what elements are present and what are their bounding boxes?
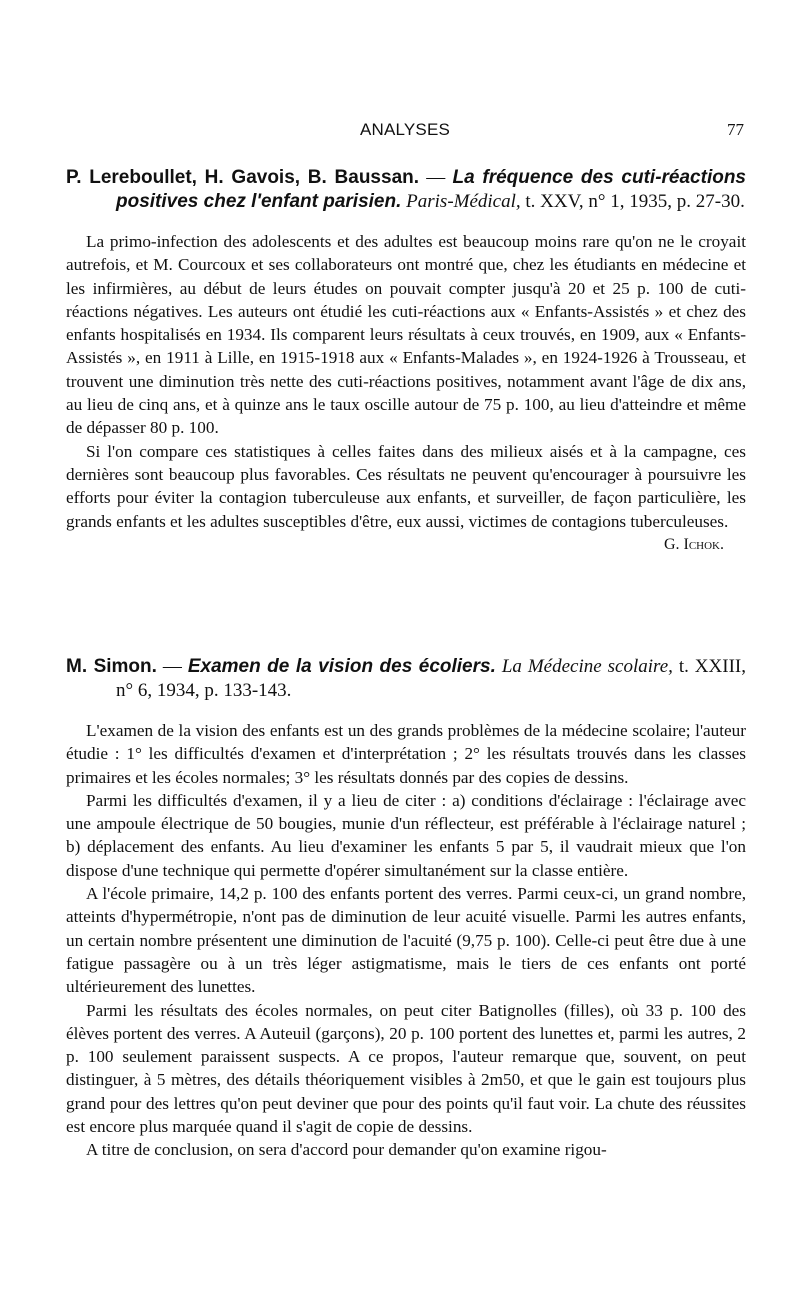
article-citation-details: t. XXV, n° 1, 1935, p. 27-30. [525, 191, 745, 212]
running-title: ANALYSES [359, 120, 451, 139]
paragraph: Si l'on compare ces statistiques à celles faites dans des milieux aisés et à la campagne, ces dernières sont beaucoup plus favorables. Ces résultats ne peuvent qu'encourager à poursuivre les efforts pour éviter la contagion tuberculeuse aux enfants, et surveiller, de façon particulière, les grands enfants et les adultes susceptibles d'être, eux aussi, victimes de contagions tuberculeuses. [66, 441, 746, 531]
citation-dash: — [419, 167, 453, 188]
article-citation [66, 655, 746, 703]
article-title: Examen de la vision des écoliers. [187, 656, 496, 677]
paragraph: Parmi les difficultés d'examen, il y a lieu de citer : a) conditions d'éclairage : l'éclairage avec une ampoule électrique de 50 bougies, munie d'un réflecteur, est préférable à l'éclairage naturel ; b) déplacement des enfants. Au lieu d'examiner les enfants 5 par 5, il vaudrait mieux que l'on dispose d'une technique qui permette d'opérer simultanément sur la classe entière. [66, 790, 746, 880]
reviewer-signature: G. Ichok. [663, 535, 724, 553]
article-authors: M. Simon. [66, 656, 157, 677]
article-simon [66, 655, 746, 1162]
article-body [66, 719, 746, 1162]
running-header [66, 120, 744, 144]
paragraph: Parmi les résultats des écoles normales, on peut citer Batignolles (filles), où 33 p. 100 des élèves portent des verres. A Auteuil (garçons), 20 p. 100 portent des lunettes et, parmi les autres, 2 p. 100 seulement paraissent suspects. A ce propos, l'auteur remarque que, souvent, on peut distinguer, à 5 mètres, des détails théoriquement visibles à 2m50, et que le gain est toujours plus grand pour des lettres qu'on peut deviner que pour des points qu'il faut voir. La chute des réussites est encore plus marquée quand il s'agit de copie de dessins. [66, 1000, 746, 1137]
article-lereboullet [66, 166, 746, 556]
article-title: La fréquence des cuti-réactions positives chez l'enfant parisien. [116, 167, 747, 212]
article-journal: Paris-Médical, [406, 191, 521, 212]
paragraph: A l'école primaire, 14,2 p. 100 des enfants portent des verres. Parmi ceux-ci, un grand nombre, atteints d'hypermétropie, n'ont pas de diminution de leur acuité visuelle. Parmi les autres enfants, un certain nombre présentent une diminution de l'acuité (9,75 p. 100). Celle-ci peut être due à une fatigue passagère ou à un très léger astigmatisme, mais le tiers de ces enfants ont porté ultérieurement des lunettes. [66, 884, 746, 997]
article-body [66, 230, 746, 533]
article-citation-details: t. XXIII, n° 6, 1934, p. 133-143. [116, 656, 746, 701]
page-number: 77 [727, 120, 744, 139]
paragraph: L'examen de la vision des enfants est un des grands problèmes de la médecine scolaire; l'auteur étudie : 1° les difficultés d'examen et d'interprétation ; 2° les résultats trouvés dans les classes primaires et les écoles normales; 3° les résultats donnés par des copies de dessins. [66, 721, 746, 787]
paragraph: La primo-infection des adolescents et des adultes est beaucoup moins rare qu'on ne le croyait autrefois, et M. Courcoux et ses collaborateurs ont montré que, chez les étudiants en médecine et les infirmières, au début de leurs études on pouvait compter jusqu'à 20 et 25 p. 100 de cuti-réactions négatives. Les auteurs ont étudié les cuti-réactions aux « Enfants-Assistés » et chez des enfants hospitalisés en 1934. Ils comparent leurs résultats à ceux trouvés, en 1909, aux « Enfants-Assistés », en 1911 à Lille, en 1915-1918 aux « Enfants-Malades », en 1924-1926 à Trousseau, et trouvent une diminution très nette des cuti-réactions positives, notamment avant l'âge de dix ans, au lieu de cinq ans, et à quinze ans le taux oscille autour de 75 p. 100, au lieu d'atteindre et même de dépasser 80 p. 100. [66, 232, 746, 438]
article-authors: P. Lereboullet, H. Gavois, B. Baussan. [66, 167, 420, 188]
article-journal: La Médecine scolaire, [501, 656, 673, 677]
article-citation [66, 166, 746, 214]
citation-dash: — [156, 656, 188, 677]
paragraph: A titre de conclusion, on sera d'accord pour demander qu'on examine rigou- [86, 1140, 607, 1160]
